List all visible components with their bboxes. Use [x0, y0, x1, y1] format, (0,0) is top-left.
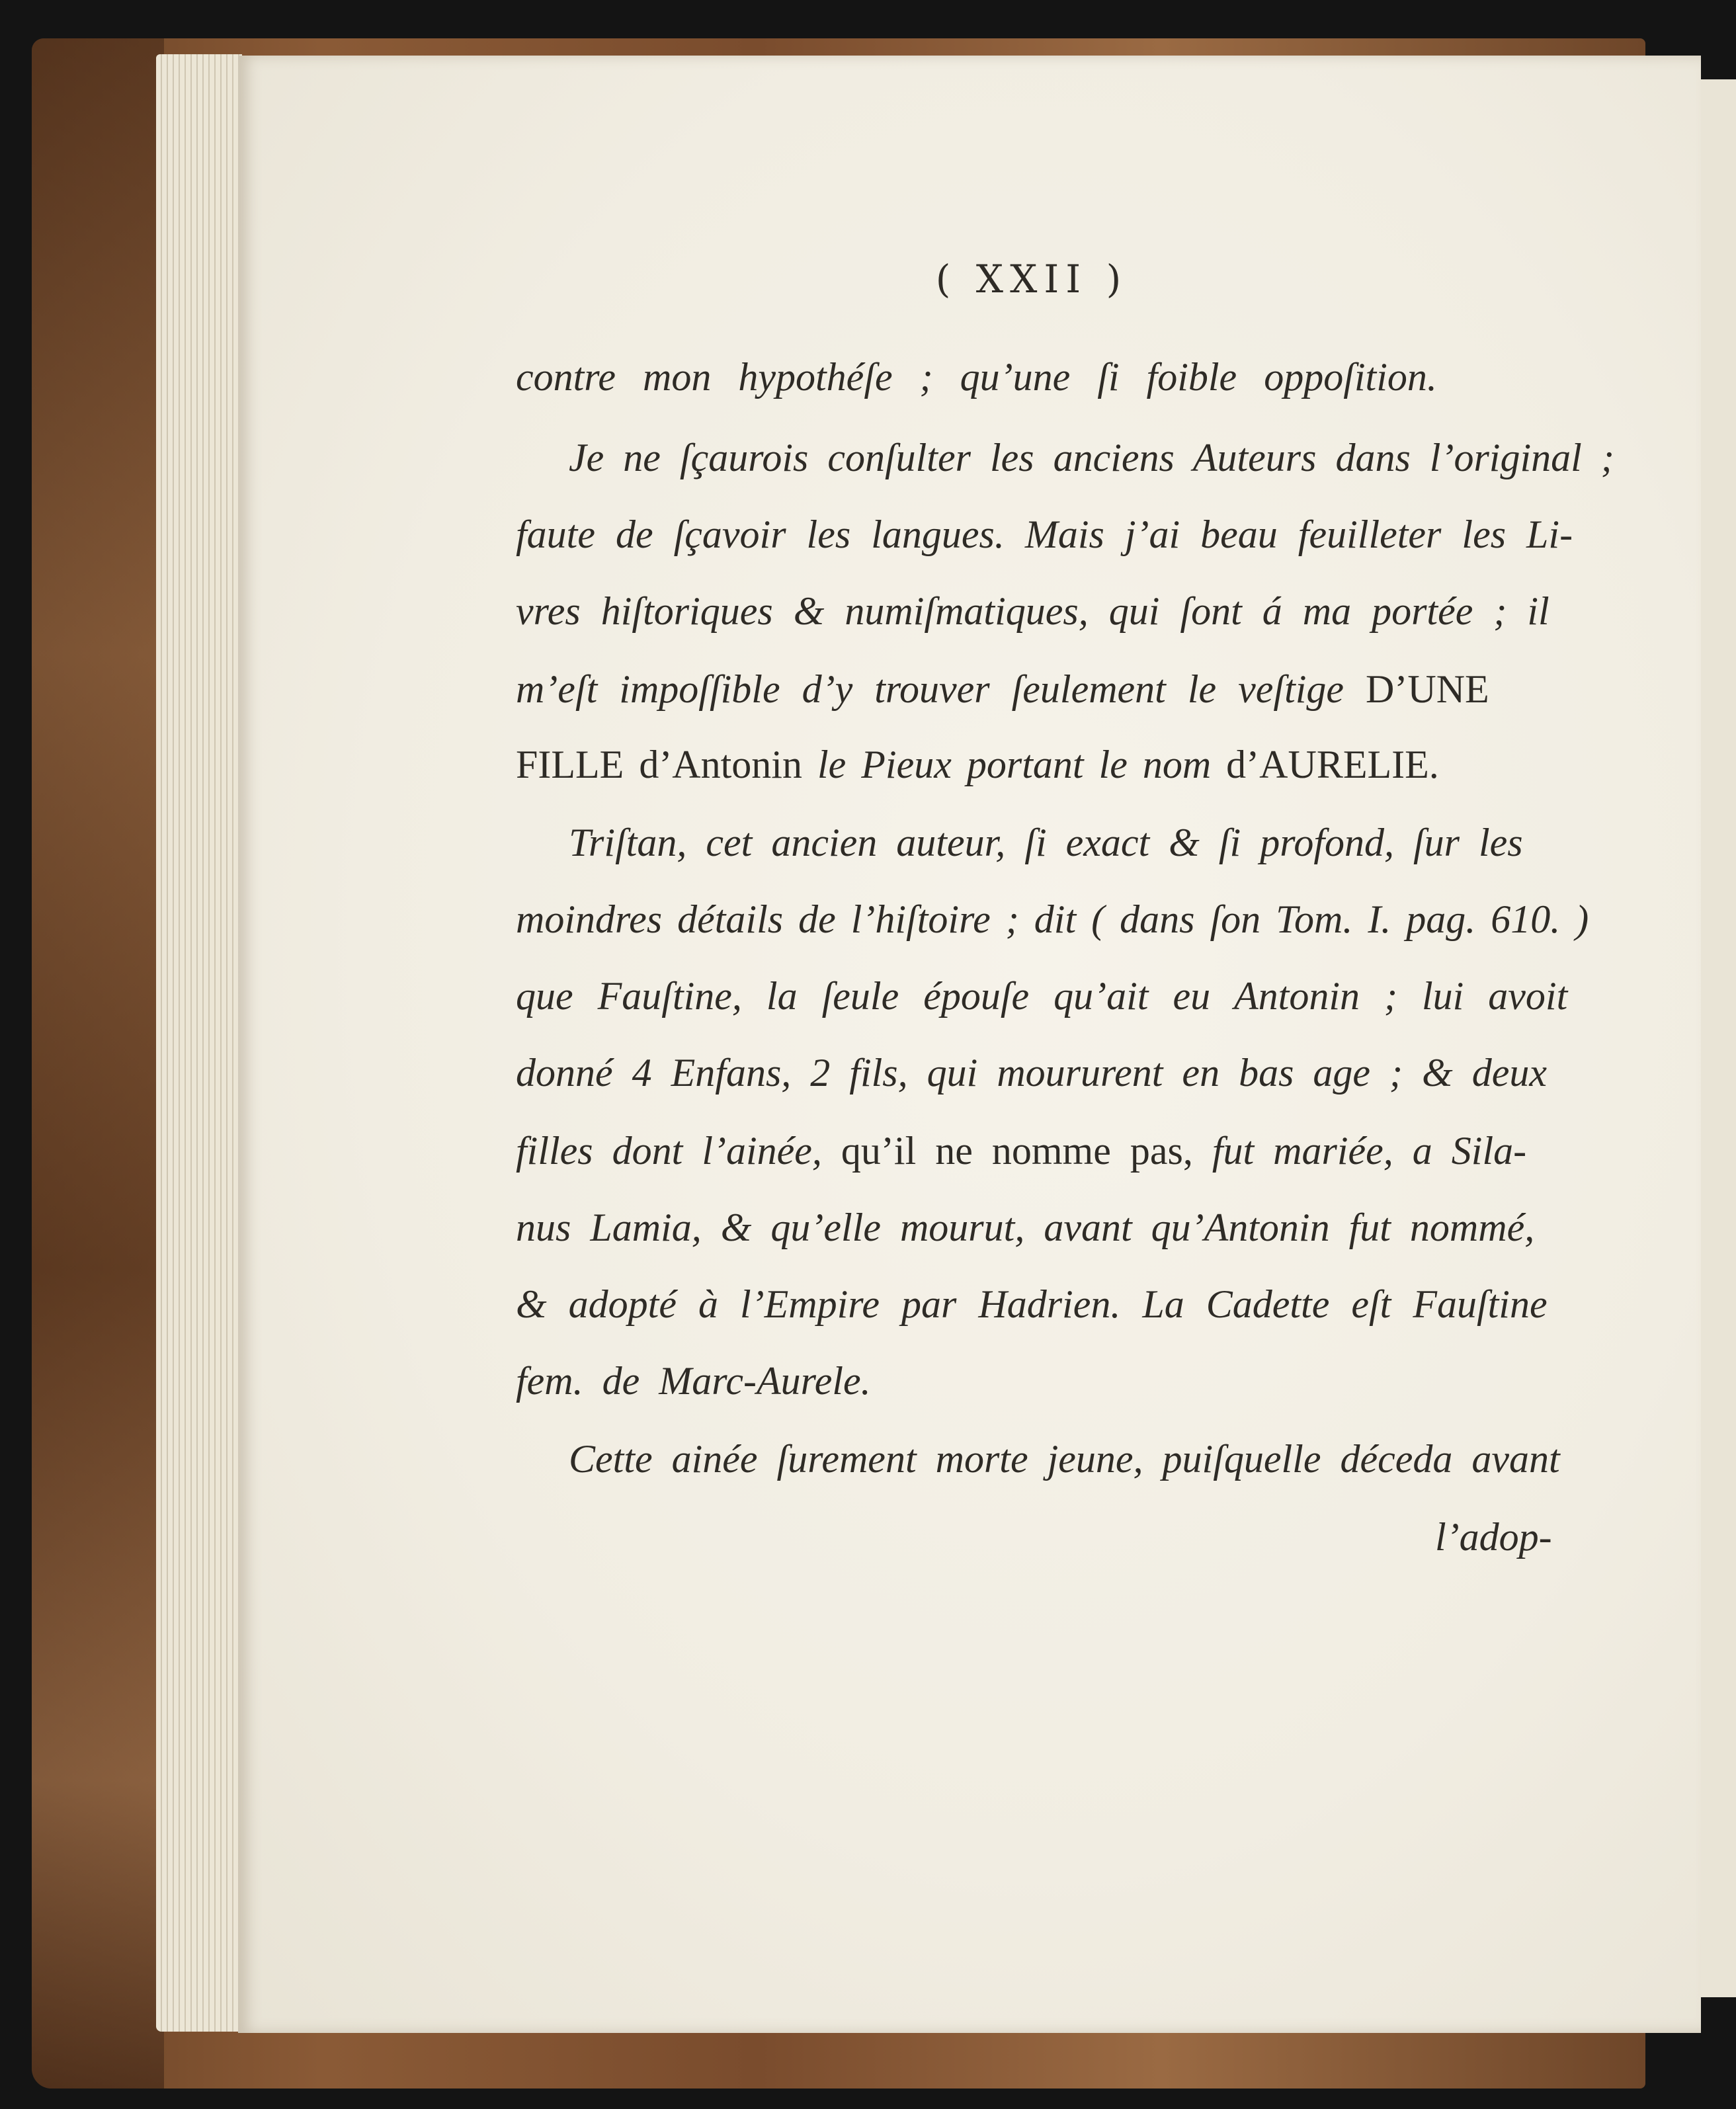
text-line-6 [516, 745, 1439, 784]
text-line-15: Cette ainée ſurement morte jeune, puiſquelle déceda avant [569, 1437, 1560, 1481]
text-line-13: & adopté à l’Empire par Hadrien. La Cadette eſt Fauſtine [516, 1282, 1548, 1326]
text-line-6-roman-head: FILLE [516, 743, 624, 786]
page-edges [156, 54, 242, 2032]
text-line-1: contre mon hypothéſe ; qu’une ſi foible oppoſition. [516, 355, 1437, 399]
binding-spine [32, 38, 164, 2088]
text-line-9: que Fauſtine, la ſeule épouſe qu’ait eu Antonin ; lui avoit [516, 974, 1568, 1018]
book-page [238, 56, 1701, 2033]
text-line-14: fem. de Marc-Aurele. [516, 1359, 871, 1403]
text-line-11-roman: qu’il ne nomme pas, [841, 1129, 1193, 1173]
text-line-10: donné 4 Enfans, 2 fils, qui moururent en bas age ; & deux [516, 1051, 1547, 1095]
text-line-3: faute de ſçavoir les langues. Mais j’ai beau feuilleter les Li- [516, 513, 1573, 556]
text-line-5-roman: D’UNE [1366, 667, 1489, 711]
catchword: l’adop- [1435, 1515, 1552, 1559]
text-line-12: nus Lamia, & qu’elle mourut, avant qu’Antonin fut nommé, [516, 1206, 1535, 1249]
text-line-6-roman-mid: d’Antonin [639, 743, 802, 786]
text-line-11-italic-a: filles dont l’ainée, [516, 1129, 822, 1173]
page-number: ( XXII ) [935, 257, 1128, 302]
text-line-6-italic: le Pieux portant le nom [817, 743, 1212, 786]
text-line-8: moindres détails de l’hiſtoire ; dit ( dans ſon Tom. I. pag. 610. ) [516, 897, 1589, 941]
text-line-7: Triſtan, cet ancien auteur, ſi exact & ſi profond, ſur les [569, 821, 1523, 864]
text-line-11-italic-b: fut mariée, a Sila- [1212, 1129, 1527, 1173]
text-line-5 [516, 669, 1489, 709]
text-line-5-italic: m’eſt impoſſible d’y trouver ſeulement le veſtige [516, 667, 1344, 711]
text-line-11 [516, 1131, 1526, 1171]
text-line-2: Je ne ſçaurois conſulter les anciens Auteurs dans l’original ; [569, 436, 1614, 479]
text-line-4: vres hiſtoriques & numiſmatiques, qui ſont á ma portée ; il [516, 589, 1550, 633]
text-line-6-roman-tail: d’AURELIE. [1226, 743, 1439, 786]
